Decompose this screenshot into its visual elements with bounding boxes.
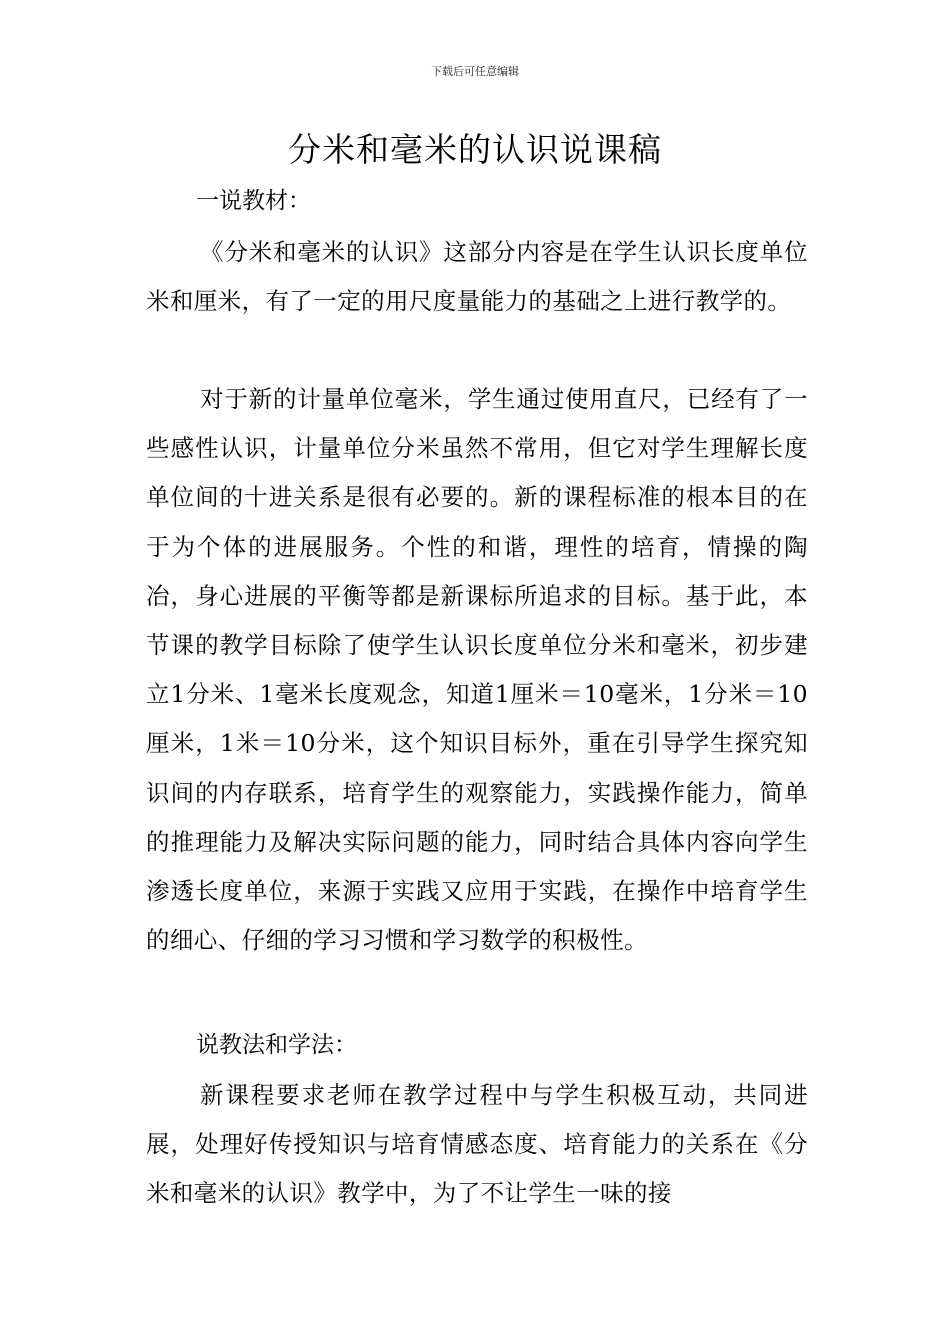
paragraph-textbook-intro: 《分米和毫米的认识》这部分内容是在学生认识长度单位米和厘米，有了一定的用尺度量能力的基础之上进行教学的。 [146,238,808,316]
paragraph-methods: 新课程要求老师在教学过程中与学生积极互动，共同进展，处理好传授知识与培育情感态度、培育能力的关系在《分米和毫米的认识》教学中，为了不让学生一味的接 [146,1081,808,1208]
header-note: 下载后可任意编辑 [431,65,519,78]
paragraph-textbook-goals: 对于新的计量单位毫米，学生通过使用直尺，已经有了一些感性认识，计量单位分米虽然不常用，但它对学生理解长度单位间的十进关系是很有必要的。新的课程标准的根本目的在于为个体的进展服务。个性的和谐，理性的培育，情操的陶冶，身心进展的平衡等都是新课标所追求的目标。基于此，本节课的教学目标除了使学生认识长度单位分米和毫米，初步建立1分米、1毫米长度观念，知道1厘米＝10毫米，1分米＝10厘米，1米＝10分米，这个知识目标外，重在引导学生探究知识间的内存联系，培育学生的观察能力，实践操作能力，简单的推理能力及解决实际问题的能力，同时结合具体内容向学生渗透长度单位，来源于实践又应用于实践，在操作中培育学生的细心、仔细的学习习惯和学习数学的积极性。 [146,385,808,955]
section-heading-textbook: 一说教材： [196,188,311,214]
section-heading-methods: 说教法和学法： [196,1032,357,1058]
document-title: 分米和毫米的认识说课稿 [288,130,662,169]
